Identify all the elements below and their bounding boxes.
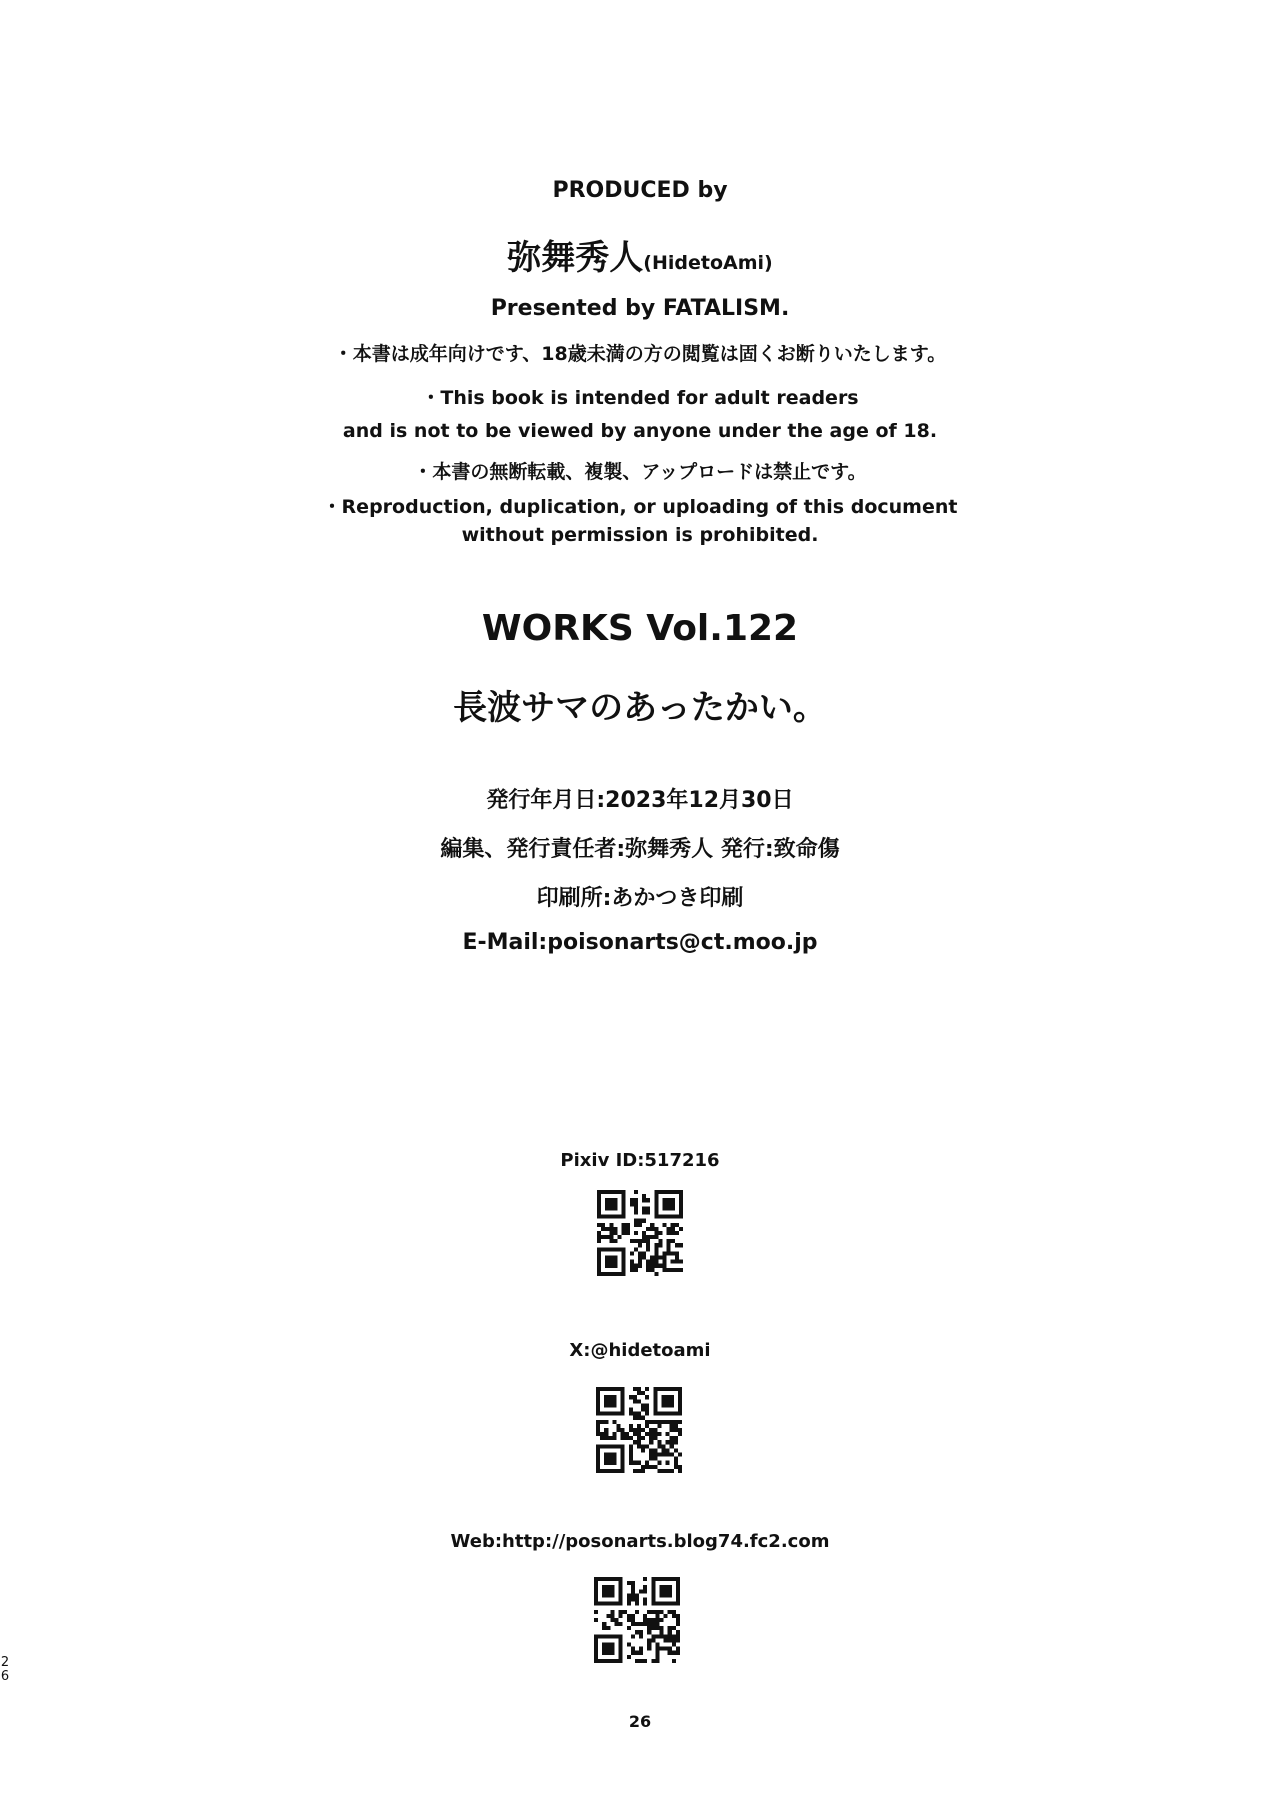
author-name-romaji: (HidetoAmi) [643,252,773,274]
printer-line: 印刷所:あかつき印刷 [536,886,744,911]
presented-by-label: Presented by FATALISM. [490,296,790,321]
copy-notice-en-line2: without permission is prohibited. [461,524,819,546]
copy-notice-en-line1: ・Reproduction, duplication, or uploading of this document [322,496,958,518]
book-title: 長波サマのあったかい。 [453,688,827,728]
email-line: E-Mail:poisonarts@ct.moo.jp [462,930,818,955]
editor-publisher-line: 編集、発行責任者:弥舞秀人 発行:致命傷 [440,837,840,862]
author-credit [0,230,1280,279]
adult-notice-en-line1: ・This book is intended for adult readers [421,387,859,409]
x-qr-code[interactable] [596,1387,682,1473]
website-qr-code[interactable] [594,1577,680,1663]
adult-notice-en-line2: and is not to be viewed by anyone under the age of 18. [342,420,938,442]
author-name-jp: 弥舞秀人 [507,238,644,278]
margin-page-digit-2: 6 [0,1669,10,1684]
adult-notice-jp: ・本書は成年向けです、18歳未満の方の閲覧は固くお断りいたします。 [333,343,947,365]
page-number: 26 [628,1712,652,1731]
margin-page-digit-1: 2 [0,1655,10,1670]
x-handle-label: X:@hidetoami [569,1340,711,1361]
publication-date: 発行年月日:2023年12月30日 [486,788,794,813]
pixiv-id-label: Pixiv ID:517216 [560,1150,720,1171]
works-volume-title: WORKS Vol.122 [481,608,799,649]
produced-by-label: PRODUCED by [552,178,728,203]
website-label: Web:http://posonarts.blog74.fc2.com [450,1531,830,1552]
copy-notice-jp: ・本書の無断転載、複製、アップロードは禁止です。 [413,461,867,483]
pixiv-qr-code[interactable] [597,1190,683,1276]
